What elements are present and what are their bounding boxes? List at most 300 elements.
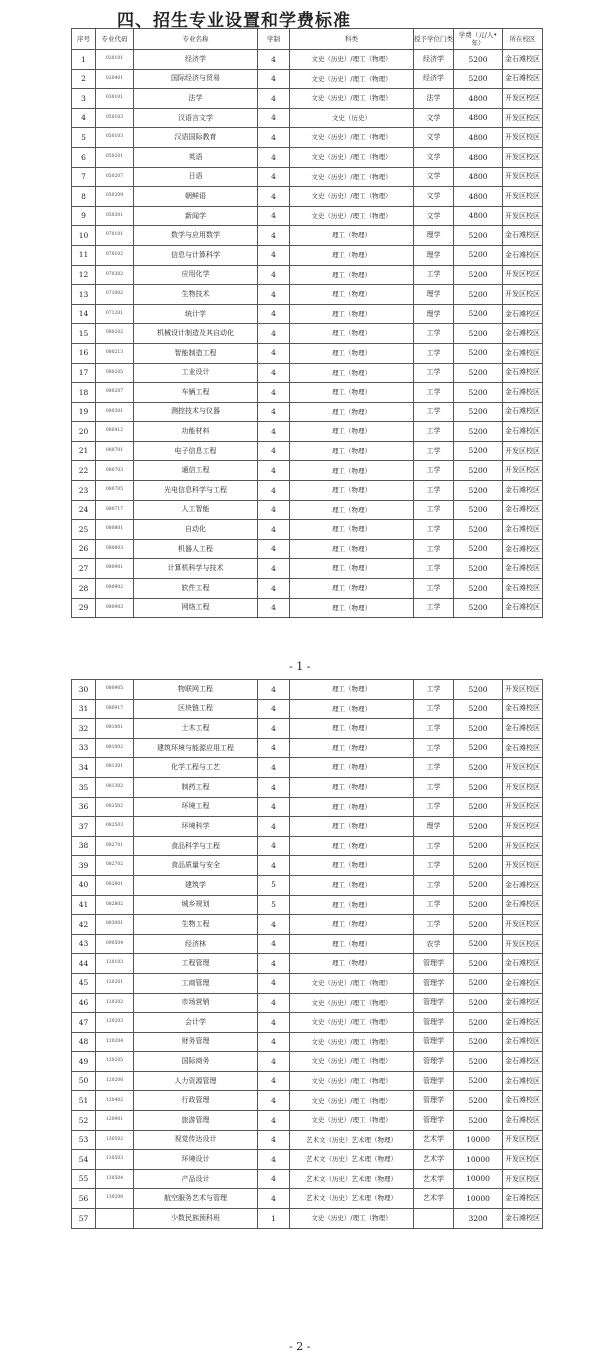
table-header-row	[72, 29, 543, 50]
table-row	[72, 1111, 543, 1131]
cell-seq: 55	[72, 1169, 96, 1189]
table-row	[72, 167, 543, 187]
cell-code: 020101	[96, 50, 134, 70]
table-row	[72, 461, 543, 481]
cell-code: 080213	[96, 343, 134, 363]
cell-name: 区块链工程	[134, 699, 258, 719]
cell-seq: 51	[72, 1091, 96, 1111]
cell-name: 市场营销	[134, 993, 258, 1013]
cell-years: 4	[258, 69, 290, 89]
cell-campus: 开发区校区	[503, 817, 543, 837]
cell-fee: 5200	[454, 719, 503, 739]
cell-seq: 21	[72, 441, 96, 461]
cell-seq: 50	[72, 1071, 96, 1091]
cell-category: 艺术文（历史）艺术理（物理）	[290, 1150, 414, 1170]
cell-code: 130504	[96, 1169, 134, 1189]
cell-seq: 6	[72, 147, 96, 167]
cell-category: 理工（物理）	[290, 680, 414, 700]
cell-campus: 开发区校区	[503, 441, 543, 461]
cell-degree: 管理学	[414, 1052, 454, 1072]
table-row	[72, 699, 543, 719]
cell-degree: 工学	[414, 422, 454, 442]
cell-name: 计算机科学与技术	[134, 559, 258, 579]
cell-name: 汉语国际教育	[134, 128, 258, 148]
cell-name: 土木工程	[134, 719, 258, 739]
cell-fee: 5200	[454, 324, 503, 344]
cell-name: 法学	[134, 89, 258, 109]
cell-category: 理工（物理）	[290, 738, 414, 758]
cell-category: 理工（物理）	[290, 559, 414, 579]
cell-degree: 经济学	[414, 50, 454, 70]
cell-degree: 文学	[414, 187, 454, 207]
cell-code: 071002	[96, 285, 134, 305]
cell-campus: 金石滩校区	[503, 226, 543, 246]
cell-campus: 金石滩校区	[503, 422, 543, 442]
table-row	[72, 265, 543, 285]
cell-degree: 经济学	[414, 69, 454, 89]
cell-seq: 40	[72, 875, 96, 895]
cell-campus: 金石滩校区	[503, 402, 543, 422]
cell-seq: 26	[72, 539, 96, 559]
cell-fee: 5200	[454, 402, 503, 422]
cell-degree: 工学	[414, 836, 454, 856]
cell-code: 050207	[96, 167, 134, 187]
cell-category: 艺术文（历史）艺术理（物理）	[290, 1189, 414, 1209]
table-row	[72, 817, 543, 837]
cell-fee: 5200	[454, 915, 503, 935]
table-row	[72, 856, 543, 876]
cell-category: 理工（物理）	[290, 915, 414, 935]
cell-years: 4	[258, 1071, 290, 1091]
cell-degree: 工学	[414, 875, 454, 895]
cell-years: 4	[258, 324, 290, 344]
table-row	[72, 363, 543, 383]
cell-fee: 10000	[454, 1130, 503, 1150]
cell-campus: 金石滩校区	[503, 1091, 543, 1111]
cell-campus: 开发区校区	[503, 915, 543, 935]
cell-years: 4	[258, 422, 290, 442]
cell-campus: 金石滩校区	[503, 973, 543, 993]
cell-name: 食品科学与工程	[134, 836, 258, 856]
cell-code: 090504	[96, 934, 134, 954]
cell-name: 化学工程与工艺	[134, 758, 258, 778]
cell-years: 4	[258, 758, 290, 778]
cell-degree: 文学	[414, 128, 454, 148]
header-code: 专业代码	[96, 29, 134, 50]
cell-fee: 5200	[454, 856, 503, 876]
cell-fee: 5200	[454, 993, 503, 1013]
cell-name: 环境设计	[134, 1150, 258, 1170]
cell-campus: 金石滩校区	[503, 738, 543, 758]
cell-years: 4	[258, 500, 290, 520]
table-row	[72, 1013, 543, 1033]
cell-degree: 工学	[414, 797, 454, 817]
cell-seq: 19	[72, 402, 96, 422]
section-title: 四、招生专业设置和学费标准	[117, 11, 351, 31]
cell-category: 理工（物理）	[290, 797, 414, 817]
cell-years: 4	[258, 559, 290, 579]
cell-degree: 理学	[414, 245, 454, 265]
cell-name: 统计学	[134, 304, 258, 324]
cell-seq: 17	[72, 363, 96, 383]
cell-fee: 5200	[454, 817, 503, 837]
table-row	[72, 934, 543, 954]
cell-fee: 10000	[454, 1169, 503, 1189]
cell-fee: 5200	[454, 481, 503, 501]
cell-code: 080301	[96, 402, 134, 422]
cell-years: 4	[258, 1150, 290, 1170]
cell-code: 081301	[96, 758, 134, 778]
cell-years: 4	[258, 579, 290, 599]
cell-seq: 38	[72, 836, 96, 856]
cell-seq: 46	[72, 993, 96, 1013]
cell-years: 4	[258, 441, 290, 461]
cell-seq: 47	[72, 1013, 96, 1033]
page-number-2: - 2 -	[289, 1340, 311, 1353]
table-row	[72, 1189, 543, 1209]
table-row	[72, 1052, 543, 1072]
cell-seq: 15	[72, 324, 96, 344]
cell-seq: 23	[72, 481, 96, 501]
cell-campus: 开发区校区	[503, 108, 543, 128]
header-campus: 所在校区	[503, 29, 543, 50]
cell-years: 4	[258, 108, 290, 128]
cell-seq: 1	[72, 50, 96, 70]
cell-years: 4	[258, 304, 290, 324]
cell-degree: 法学	[414, 89, 454, 109]
cell-name: 行政管理	[134, 1091, 258, 1111]
cell-degree: 理学	[414, 226, 454, 246]
cell-category: 理工（物理）	[290, 500, 414, 520]
cell-campus: 金石滩校区	[503, 520, 543, 540]
cell-degree: 工学	[414, 363, 454, 383]
cell-code: 080905	[96, 680, 134, 700]
cell-seq: 20	[72, 422, 96, 442]
cell-code: 080803	[96, 539, 134, 559]
cell-category: 理工（物理）	[290, 875, 414, 895]
table-row	[72, 441, 543, 461]
cell-code: 080207	[96, 383, 134, 403]
cell-code: 130208	[96, 1189, 134, 1209]
cell-category: 理工（物理）	[290, 598, 414, 618]
cell-code: 120202	[96, 993, 134, 1013]
cell-campus: 开发区校区	[503, 128, 543, 148]
cell-years: 4	[258, 539, 290, 559]
cell-code: 030101	[96, 89, 134, 109]
cell-degree: 工学	[414, 777, 454, 797]
cell-name: 日语	[134, 167, 258, 187]
cell-name: 信息与计算科学	[134, 245, 258, 265]
cell-years: 4	[258, 856, 290, 876]
cell-campus: 开发区校区	[503, 934, 543, 954]
cell-code: 080412	[96, 422, 134, 442]
cell-seq: 4	[72, 108, 96, 128]
cell-category: 理工（物理）	[290, 265, 414, 285]
cell-degree: 工学	[414, 915, 454, 935]
cell-name: 制药工程	[134, 777, 258, 797]
cell-category: 文史（历史）	[290, 108, 414, 128]
cell-name: 环境科学	[134, 817, 258, 837]
cell-seq: 9	[72, 206, 96, 226]
cell-fee: 4800	[454, 167, 503, 187]
cell-degree: 工学	[414, 481, 454, 501]
cell-campus: 开发区校区	[503, 89, 543, 109]
cell-seq: 31	[72, 699, 96, 719]
header-years: 学制	[258, 29, 290, 50]
cell-category: 理工（物理）	[290, 324, 414, 344]
table-row	[72, 422, 543, 442]
cell-category: 文史（历史）/理工（物理）	[290, 50, 414, 70]
cell-code	[96, 1209, 134, 1229]
table-row	[72, 875, 543, 895]
cell-degree: 工学	[414, 598, 454, 618]
cell-name: 国际商务	[134, 1052, 258, 1072]
table-row	[72, 285, 543, 305]
cell-seq: 11	[72, 245, 96, 265]
cell-seq: 32	[72, 719, 96, 739]
cell-name: 经济林	[134, 934, 258, 954]
cell-fee: 5200	[454, 363, 503, 383]
cell-years: 4	[258, 993, 290, 1013]
cell-code: 080703	[96, 461, 134, 481]
cell-code: 120204	[96, 1032, 134, 1052]
cell-fee: 10000	[454, 1150, 503, 1170]
cell-seq: 53	[72, 1130, 96, 1150]
cell-seq: 12	[72, 265, 96, 285]
cell-category: 文史（历史）/理工（物理）	[290, 1032, 414, 1052]
cell-degree: 工学	[414, 579, 454, 599]
cell-campus: 金石滩校区	[503, 500, 543, 520]
cell-name: 测控技术与仪器	[134, 402, 258, 422]
cell-fee: 4800	[454, 108, 503, 128]
cell-name: 自动化	[134, 520, 258, 540]
cell-years: 5	[258, 875, 290, 895]
table-row	[72, 69, 543, 89]
cell-fee: 5200	[454, 797, 503, 817]
cell-code: 120206	[96, 1071, 134, 1091]
cell-category: 理工（物理）	[290, 836, 414, 856]
table-row	[72, 954, 543, 974]
cell-years: 4	[258, 461, 290, 481]
cell-degree: 管理学	[414, 1013, 454, 1033]
cell-name: 机械设计制造及其自动化	[134, 324, 258, 344]
cell-years: 4	[258, 383, 290, 403]
cell-code: 081302	[96, 777, 134, 797]
cell-category: 理工（物理）	[290, 304, 414, 324]
cell-fee: 5200	[454, 383, 503, 403]
cell-code: 082702	[96, 856, 134, 876]
cell-campus: 金石滩校区	[503, 1013, 543, 1033]
cell-fee: 5200	[454, 954, 503, 974]
table-row	[72, 500, 543, 520]
cell-fee: 5200	[454, 680, 503, 700]
cell-campus: 开发区校区	[503, 777, 543, 797]
cell-campus: 开发区校区	[503, 1130, 543, 1150]
cell-degree: 管理学	[414, 993, 454, 1013]
cell-years: 4	[258, 738, 290, 758]
cell-code: 082802	[96, 895, 134, 915]
cell-campus: 金石滩校区	[503, 559, 543, 579]
cell-degree: 工学	[414, 856, 454, 876]
cell-campus: 金石滩校区	[503, 598, 543, 618]
cell-campus: 金石滩校区	[503, 50, 543, 70]
table-row	[72, 128, 543, 148]
table-row	[72, 50, 543, 70]
cell-seq: 57	[72, 1209, 96, 1229]
cell-name: 机器人工程	[134, 539, 258, 559]
cell-category: 理工（物理）	[290, 363, 414, 383]
cell-fee: 3200	[454, 1209, 503, 1229]
cell-category: 文史（历史）/理工（物理）	[290, 167, 414, 187]
cell-category: 文史（历史）/理工（物理）	[290, 1209, 414, 1229]
cell-seq: 29	[72, 598, 96, 618]
cell-seq: 7	[72, 167, 96, 187]
table-row	[72, 226, 543, 246]
cell-years: 4	[258, 265, 290, 285]
cell-code: 120901	[96, 1111, 134, 1131]
table-row	[72, 108, 543, 128]
cell-name: 人力资源管理	[134, 1071, 258, 1091]
cell-campus: 金石滩校区	[503, 1111, 543, 1131]
cell-years: 4	[258, 187, 290, 207]
table-row	[72, 680, 543, 700]
cell-degree: 艺术学	[414, 1189, 454, 1209]
cell-years: 1	[258, 1209, 290, 1229]
cell-name: 生物工程	[134, 915, 258, 935]
cell-years: 4	[258, 245, 290, 265]
cell-fee: 5200	[454, 1111, 503, 1131]
cell-category: 文史（历史）/理工（物理）	[290, 128, 414, 148]
table-row	[72, 539, 543, 559]
cell-code: 070302	[96, 265, 134, 285]
cell-category: 理工（物理）	[290, 719, 414, 739]
table-row	[72, 1169, 543, 1189]
cell-category: 文史（历史）/理工（物理）	[290, 147, 414, 167]
cell-name: 环境工程	[134, 797, 258, 817]
majors-table-page-1	[71, 28, 543, 618]
cell-campus: 开发区校区	[503, 206, 543, 226]
cell-degree: 文学	[414, 167, 454, 187]
cell-seq: 37	[72, 817, 96, 837]
cell-name: 少数民族预科班	[134, 1209, 258, 1229]
table-row	[72, 1209, 543, 1229]
cell-seq: 42	[72, 915, 96, 935]
table-row	[72, 719, 543, 739]
cell-category: 理工（物理）	[290, 777, 414, 797]
cell-campus: 开发区校区	[503, 856, 543, 876]
header-degree: 授予学位门类	[414, 29, 454, 50]
cell-fee: 5200	[454, 934, 503, 954]
table-row	[72, 559, 543, 579]
cell-campus: 金石滩校区	[503, 579, 543, 599]
cell-campus: 金石滩校区	[503, 954, 543, 974]
cell-degree: 工学	[414, 699, 454, 719]
cell-fee: 5200	[454, 1032, 503, 1052]
cell-fee: 4800	[454, 206, 503, 226]
cell-seq: 54	[72, 1150, 96, 1170]
cell-campus: 开发区校区	[503, 461, 543, 481]
page-number-1: - 1 -	[289, 660, 311, 673]
cell-name: 生物技术	[134, 285, 258, 305]
cell-category: 文史（历史）/理工（物理）	[290, 1071, 414, 1091]
cell-fee: 5200	[454, 285, 503, 305]
table-row	[72, 993, 543, 1013]
cell-years: 4	[258, 1013, 290, 1033]
table-row	[72, 187, 543, 207]
cell-degree: 工学	[414, 402, 454, 422]
cell-years: 4	[258, 973, 290, 993]
cell-seq: 3	[72, 89, 96, 109]
cell-years: 4	[258, 226, 290, 246]
cell-degree: 工学	[414, 758, 454, 778]
table-row	[72, 758, 543, 778]
cell-degree: 工学	[414, 343, 454, 363]
cell-code: 130502	[96, 1130, 134, 1150]
table-row	[72, 402, 543, 422]
cell-degree: 工学	[414, 680, 454, 700]
cell-code: 082502	[96, 797, 134, 817]
cell-years: 5	[258, 895, 290, 915]
cell-category: 理工（物理）	[290, 934, 414, 954]
cell-campus: 金石滩校区	[503, 1209, 543, 1229]
table-body-page-1	[72, 50, 543, 618]
cell-code: 083001	[96, 915, 134, 935]
cell-campus: 金石滩校区	[503, 481, 543, 501]
cell-degree: 工学	[414, 719, 454, 739]
cell-years: 4	[258, 481, 290, 501]
cell-category: 理工（物理）	[290, 539, 414, 559]
cell-fee: 5200	[454, 738, 503, 758]
cell-seq: 52	[72, 1111, 96, 1131]
cell-fee: 4800	[454, 147, 503, 167]
cell-seq: 16	[72, 343, 96, 363]
cell-years: 4	[258, 777, 290, 797]
cell-seq: 18	[72, 383, 96, 403]
cell-years: 4	[258, 167, 290, 187]
cell-name: 视觉传达设计	[134, 1130, 258, 1150]
cell-fee: 5200	[454, 69, 503, 89]
cell-degree: 理学	[414, 304, 454, 324]
cell-seq: 33	[72, 738, 96, 758]
cell-category: 理工（物理）	[290, 441, 414, 461]
cell-name: 功能材料	[134, 422, 258, 442]
cell-years: 4	[258, 817, 290, 837]
table-row	[72, 973, 543, 993]
cell-campus: 金石滩校区	[503, 719, 543, 739]
cell-fee: 5200	[454, 50, 503, 70]
cell-campus: 金石滩校区	[503, 69, 543, 89]
cell-seq: 5	[72, 128, 96, 148]
cell-seq: 13	[72, 285, 96, 305]
cell-code: 080205	[96, 363, 134, 383]
cell-campus: 开发区校区	[503, 285, 543, 305]
cell-category: 理工（物理）	[290, 520, 414, 540]
table-row	[72, 1071, 543, 1091]
cell-fee: 5200	[454, 777, 503, 797]
cell-code: 082701	[96, 836, 134, 856]
cell-years: 4	[258, 1111, 290, 1131]
cell-seq: 48	[72, 1032, 96, 1052]
cell-category: 文史（历史）/理工（物理）	[290, 1052, 414, 1072]
cell-years: 4	[258, 1189, 290, 1209]
cell-years: 4	[258, 1052, 290, 1072]
cell-seq: 27	[72, 559, 96, 579]
cell-years: 4	[258, 285, 290, 305]
cell-name: 城乡规划	[134, 895, 258, 915]
cell-name: 工程管理	[134, 954, 258, 974]
cell-campus: 开发区校区	[503, 167, 543, 187]
cell-code: 120205	[96, 1052, 134, 1072]
